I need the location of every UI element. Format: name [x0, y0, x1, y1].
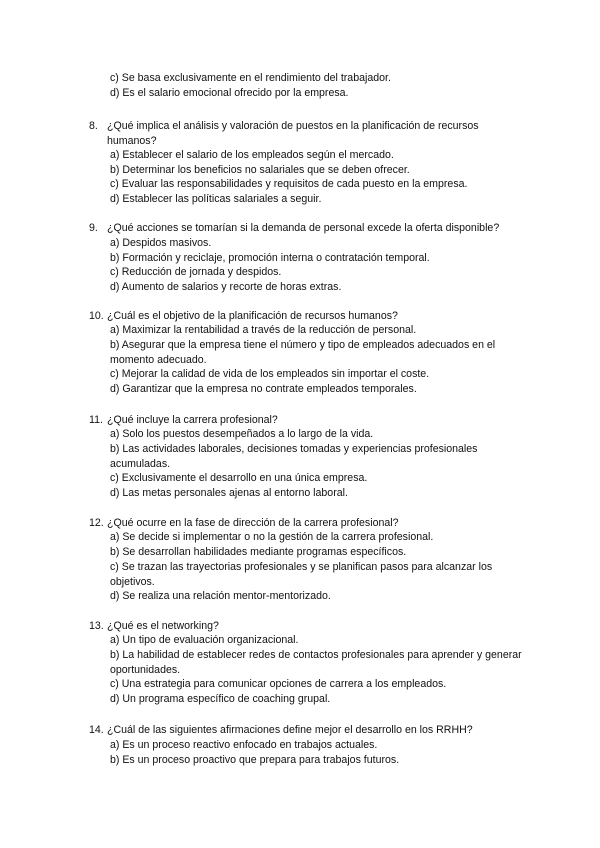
q9-option-a: a) Despidos masivos.	[110, 237, 212, 249]
q14-option-a: a) Es un proceso reactivo enfocado en trabajos actuales.	[110, 739, 378, 751]
q13-question: ¿Qué es el networking?	[107, 620, 219, 632]
q13-option-b: b) La habilidad de establecer redes de contactos profesionales para aprender y generar oportunidades.	[110, 649, 522, 676]
q11-option-c: c) Exclusivamente el desarrollo en una única empresa.	[110, 472, 368, 484]
q8-option-b: b) Determinar los beneficios no salariales que se deben ofrecer.	[110, 164, 410, 176]
q9-option-c: c) Reducción de jornada y despidos.	[110, 266, 282, 278]
q8-option-a: a) Establecer el salario de los empleados según el mercado.	[110, 149, 394, 161]
q14-question: ¿Cuál de las siguientes afirmaciones define mejor el desarrollo en los RRHH?	[107, 724, 473, 736]
q11-option-d: d) Las metas personales ajenas al entorno laboral.	[110, 487, 348, 499]
q11-option-b: b) Las actividades laborales, decisiones tomadas y experiencias profesionales acumuladas.	[110, 443, 478, 470]
q10-option-d: d) Garantizar que la empresa no contrate empleados temporales.	[110, 383, 417, 395]
q10-question: ¿Cuál es el objetivo de la planificación de recursos humanos?	[107, 310, 398, 322]
q13-number: 13.	[89, 620, 104, 632]
q14-number: 14.	[89, 724, 104, 736]
q11-question: ¿Qué incluye la carrera profesional?	[107, 414, 278, 426]
q13-option-a: a) Un tipo de evaluación organizacional.	[110, 634, 299, 646]
q8-option-d: d) Establecer las políticas salariales a seguir.	[110, 193, 322, 205]
q12-option-c: c) Se trazan las trayectorias profesionales y se planifican pasos para alcanzar los objetivos.	[110, 561, 493, 588]
q10-option-b: b) Asegurar que la empresa tiene el número y tipo de empleados adecuados en el momento adecuado.	[110, 339, 496, 366]
q12-question: ¿Qué ocurre en la fase de dirección de la carrera profesional?	[107, 517, 399, 529]
q13-option-c: c) Una estrategia para comunicar opciones de carrera a los empleados.	[110, 678, 447, 690]
q9-question: ¿Qué acciones se tomarían si la demanda de personal excede la oferta disponible?	[107, 222, 500, 234]
q11-number: 11.	[89, 414, 103, 426]
q8-option-c: c) Evaluar las responsabilidades y requisitos de cada puesto en la empresa.	[110, 178, 468, 190]
q12-option-b: b) Se desarrollan habilidades mediante programas específicos.	[110, 546, 407, 558]
q14-option-b: b) Es un proceso proactivo que prepara para trabajos futuros.	[110, 754, 400, 766]
q9-option-b: b) Formación y reciclaje, promoción interna o contratación temporal.	[110, 252, 430, 264]
q8-question: ¿Qué implica el análisis y valoración de puestos en la planificación de recursos humanos?	[107, 120, 479, 147]
q11-option-a: a) Solo los puestos desempeñados a lo largo de la vida.	[110, 428, 374, 440]
q7-option-d: d) Es el salario emocional ofrecido por la empresa.	[110, 87, 349, 99]
q10-option-a: a) Maximizar la rentabilidad a través de la reducción de personal.	[110, 324, 417, 336]
q9-option-d: d) Aumento de salarios y recorte de horas extras.	[110, 281, 342, 293]
q10-option-c: c) Mejorar la calidad de vida de los empleados sin importar el coste.	[110, 368, 430, 380]
q7-option-c: c) Se basa exclusivamente en el rendimiento del trabajador.	[110, 72, 391, 84]
q12-option-d: d) Se realiza una relación mentor-mentorizado.	[110, 590, 331, 602]
q8-number: 8.	[89, 120, 98, 132]
q10-number: 10.	[89, 310, 104, 322]
q9-number: 9.	[89, 222, 98, 234]
q12-number: 12.	[89, 517, 104, 529]
q12-option-a: a) Se decide si implementar o no la gestión de la carrera profesional.	[110, 531, 434, 543]
q13-option-d: d) Un programa específico de coaching grupal.	[110, 693, 331, 705]
